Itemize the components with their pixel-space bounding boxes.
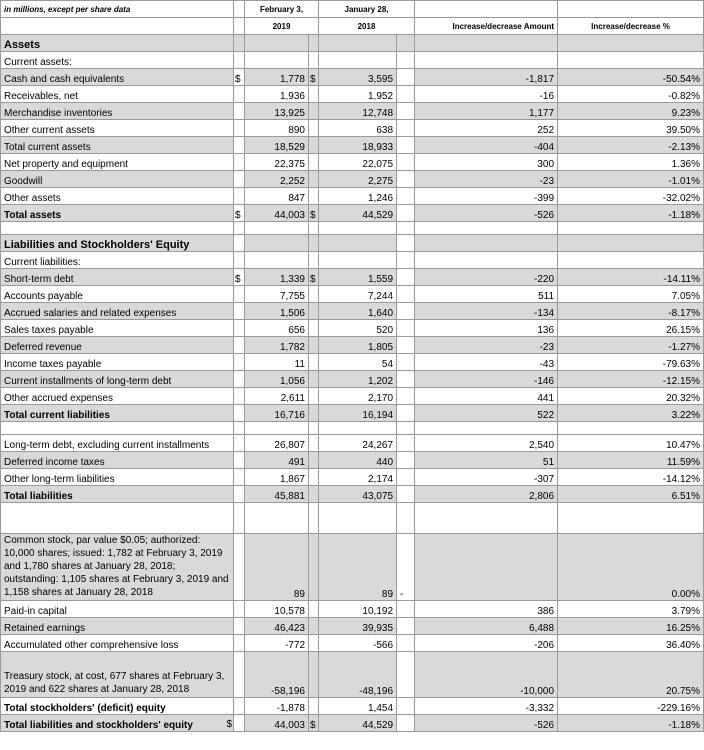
table-cell: -1.18%	[558, 205, 704, 222]
table-cell: -1.01%	[558, 171, 704, 188]
table-cell: 1,936	[245, 86, 309, 103]
table-row	[1, 269, 704, 286]
table-cell: 54	[319, 354, 397, 371]
table-cell: -58,196	[245, 652, 309, 698]
table-cell: 511	[415, 286, 558, 303]
table-cell: 24,267	[319, 435, 397, 452]
table-cell: 7.05%	[558, 286, 704, 303]
table-cell: 9.23%	[558, 103, 704, 120]
table-cell: Cash and cash equivalents	[1, 69, 234, 86]
table-row	[1, 103, 704, 120]
table-row	[1, 435, 704, 452]
table-cell: Retained earnings	[1, 618, 234, 635]
col-header-2018-year: 2018	[319, 18, 415, 35]
col-header-2018-date: January 28,	[319, 1, 415, 18]
table-cell: -526	[415, 715, 558, 732]
table-cell: 26.15%	[558, 320, 704, 337]
table-cell: Treasury stock, at cost, 677 shares at February 3, 2019 and 622 shares at January 28, 2018	[1, 652, 234, 698]
current-assets-title: Current assets:	[1, 52, 234, 69]
table-cell: 6,488	[415, 618, 558, 635]
col-header-2019-date: February 3,	[245, 1, 319, 18]
current-liabilities-title: Current liabilities:	[1, 252, 234, 269]
table-cell: 2,170	[319, 388, 397, 405]
table-cell: 2,252	[245, 171, 309, 188]
table-cell: -0.82%	[558, 86, 704, 103]
table-cell: Deferred income taxes	[1, 452, 234, 469]
table-row	[1, 154, 704, 171]
table-cell: 16,716	[245, 405, 309, 422]
table-cell: 44,003	[245, 205, 309, 222]
table-cell: Current installments of long-term debt	[1, 371, 234, 388]
table-cell: 45,881	[245, 486, 309, 503]
table-cell: 1,805	[319, 337, 397, 354]
table-cell: Long-term debt, excluding current installments	[1, 435, 234, 452]
table-row-total-liabilities	[1, 486, 704, 503]
table-cell: 638	[319, 120, 397, 137]
table-row	[1, 354, 704, 371]
table-cell: 1.36%	[558, 154, 704, 171]
table-cell: 252	[415, 120, 558, 137]
table-cell: 18,529	[245, 137, 309, 154]
table-cell: 46,423	[245, 618, 309, 635]
table-cell: Other accrued expenses	[1, 388, 234, 405]
table-cell: 1,640	[319, 303, 397, 320]
table-cell: 39.50%	[558, 120, 704, 137]
table-cell: 1,454	[319, 698, 397, 715]
table-row-common-stock	[1, 534, 704, 601]
table-cell: 3,595	[319, 69, 397, 86]
table-cell: Sales taxes payable	[1, 320, 234, 337]
table-cell: $	[309, 715, 319, 732]
table-cell: 3.22%	[558, 405, 704, 422]
table-cell: -404	[415, 137, 558, 154]
table-cell: -229.16%	[558, 698, 704, 715]
table-cell: 51	[415, 452, 558, 469]
table-cell: 0.00%	[558, 534, 704, 601]
table-cell: 89	[245, 534, 309, 601]
assets-title-row	[1, 35, 704, 52]
table-cell: 39,935	[319, 618, 397, 635]
table-row	[1, 303, 704, 320]
table-cell: Accumulated other comprehensive loss	[1, 635, 234, 652]
table-cell: -206	[415, 635, 558, 652]
table-row	[1, 371, 704, 388]
table-cell: 43,075	[319, 486, 397, 503]
table-cell: Income taxes payable	[1, 354, 234, 371]
table-cell: 1,202	[319, 371, 397, 388]
table-row	[1, 188, 704, 205]
table-cell: 22,375	[245, 154, 309, 171]
table-cell: $	[309, 69, 319, 86]
table-row-total-assets	[1, 205, 704, 222]
table-cell: 1,339	[245, 269, 309, 286]
table-cell: 1,559	[319, 269, 397, 286]
table-cell: 847	[245, 188, 309, 205]
table-cell: -14.11%	[558, 269, 704, 286]
table-cell: 440	[319, 452, 397, 469]
table-cell: 300	[415, 154, 558, 171]
table-row	[1, 120, 704, 137]
table-cell: 1,867	[245, 469, 309, 486]
table-cell: -1.27%	[558, 337, 704, 354]
table-row	[1, 137, 704, 154]
table-cell: -12.15%	[558, 371, 704, 388]
table-cell: Deferred revenue	[1, 337, 234, 354]
col-header-change-percent: Increase/decrease %	[558, 18, 704, 35]
col-header-2019-year: 2019	[245, 18, 319, 35]
table-cell: 441	[415, 388, 558, 405]
table-cell: Paid-in capital	[1, 601, 234, 618]
table-cell: 1,952	[319, 86, 397, 103]
table-cell: 44,003	[245, 715, 309, 732]
table-cell: 10.47%	[558, 435, 704, 452]
table-cell: -43	[415, 354, 558, 371]
table-cell: 491	[245, 452, 309, 469]
table-row-total-equity	[1, 698, 704, 715]
table-cell: 44,529	[319, 205, 397, 222]
liabilities-title: Liabilities and Stockholders' Equity	[1, 235, 234, 252]
table-cell: -23	[415, 171, 558, 188]
table-cell: 1,056	[245, 371, 309, 388]
table-cell: Merchandise inventories	[1, 103, 234, 120]
current-assets-title-row	[1, 52, 704, 69]
header-row	[1, 1, 704, 18]
table-cell: $	[309, 269, 319, 286]
table-cell: Other assets	[1, 188, 234, 205]
table-cell: 11	[245, 354, 309, 371]
table-row-total-liabilities-equity: Total liabilities and stockholders' equity $ 44,003 $ 44,529 -526 -1.18%	[1, 715, 704, 732]
table-cell: 2,806	[415, 486, 558, 503]
table-cell: 520	[319, 320, 397, 337]
table-cell: $	[309, 205, 319, 222]
table-cell: Total current liabilities	[1, 405, 234, 422]
spacer-row	[1, 422, 704, 435]
table-cell: 3.79%	[558, 601, 704, 618]
col-header-change-amount: Increase/decrease Amount	[415, 18, 558, 35]
current-liabilities-title-row	[1, 252, 704, 269]
table-cell: Total stockholders' (deficit) equity	[1, 698, 234, 715]
table-cell: 1,782	[245, 337, 309, 354]
table-cell: -220	[415, 269, 558, 286]
table-cell: -79.63%	[558, 354, 704, 371]
table-cell: Accounts payable	[1, 286, 234, 303]
table-cell: -772	[245, 635, 309, 652]
table-cell: 1,246	[319, 188, 397, 205]
table-cell: 13,925	[245, 103, 309, 120]
table-cell: Short-term debt	[1, 269, 234, 286]
table-row-treasury-stock	[1, 652, 704, 698]
table-cell: 10,578	[245, 601, 309, 618]
table-cell: 36.40%	[558, 635, 704, 652]
table-row	[1, 601, 704, 618]
table-cell: 20.32%	[558, 388, 704, 405]
table-row	[1, 469, 704, 486]
table-cell: Other long-term liabilities	[1, 469, 234, 486]
units-note: in millions, except per share data	[1, 1, 234, 18]
table-cell: 1,177	[415, 103, 558, 120]
table-cell: -2.13%	[558, 137, 704, 154]
table-cell: Total liabilities	[1, 486, 234, 503]
table-cell: -1.18%	[558, 715, 704, 732]
table-cell: 136	[415, 320, 558, 337]
table-cell: 656	[245, 320, 309, 337]
table-cell: -48,196	[319, 652, 397, 698]
table-cell: 890	[245, 120, 309, 137]
table-cell: -8.17%	[558, 303, 704, 320]
table-cell: Receivables, net	[1, 86, 234, 103]
table-cell: $	[234, 269, 245, 286]
table-cell: 18,933	[319, 137, 397, 154]
table-cell: -134	[415, 303, 558, 320]
header-row-2	[1, 18, 704, 35]
table-cell: 44,529	[319, 715, 397, 732]
table-cell: -14.12%	[558, 469, 704, 486]
table-cell: -399	[415, 188, 558, 205]
table-cell: 522	[415, 405, 558, 422]
table-row	[1, 337, 704, 354]
table-cell: -10,000	[415, 652, 558, 698]
table-row	[1, 320, 704, 337]
table-row	[1, 69, 704, 86]
table-row	[1, 171, 704, 188]
table-cell: 1,778	[245, 69, 309, 86]
table-cell: 16.25%	[558, 618, 704, 635]
table-cell: 10,192	[319, 601, 397, 618]
table-cell: 1,506	[245, 303, 309, 320]
table-cell: 2,611	[245, 388, 309, 405]
table-cell: -526	[415, 205, 558, 222]
table-cell: 386	[415, 601, 558, 618]
table-row-total-current-liabilities	[1, 405, 704, 422]
table-cell: 22,075	[319, 154, 397, 171]
table-cell: 2,174	[319, 469, 397, 486]
table-row	[1, 286, 704, 303]
table-row	[1, 388, 704, 405]
table-cell: -1,817	[415, 69, 558, 86]
table-cell: $	[234, 205, 245, 222]
table-cell: -32.02%	[558, 188, 704, 205]
table-cell: 2,540	[415, 435, 558, 452]
table-cell: -50.54%	[558, 69, 704, 86]
table-cell: -16	[415, 86, 558, 103]
table-cell: -23	[415, 337, 558, 354]
table-cell: Total assets	[1, 205, 234, 222]
table-cell: 16,194	[319, 405, 397, 422]
table-cell: 6.51%	[558, 486, 704, 503]
table-cell: 11.59%	[558, 452, 704, 469]
table-cell: 89	[319, 534, 397, 601]
table-cell: -	[397, 534, 415, 601]
table-cell: Goodwill	[1, 171, 234, 188]
spacer-row	[1, 222, 704, 235]
liabilities-title-row	[1, 235, 704, 252]
table-cell: -146	[415, 371, 558, 388]
table-cell: Other current assets	[1, 120, 234, 137]
table-cell: -1,878	[245, 698, 309, 715]
table-cell: 26,807	[245, 435, 309, 452]
table-row	[1, 618, 704, 635]
table-cell: 12,748	[319, 103, 397, 120]
table-cell: Common stock, par value $0.05; authorized: 10,000 shares; issued: 1,782 at February 3, 2019 and 1,780 shares at January 28, 2018; outstanding: 1,105 shares at February 3, 2019 and 1,158 shares at January 28, 2018	[1, 534, 234, 601]
table-cell: 2,275	[319, 171, 397, 188]
table-row	[1, 86, 704, 103]
table-row	[1, 452, 704, 469]
table-cell: -3,332	[415, 698, 558, 715]
table-cell: -566	[319, 635, 397, 652]
table-cell: $	[234, 69, 245, 86]
table-cell: Total current assets	[1, 137, 234, 154]
assets-title: Assets	[1, 35, 234, 52]
table-row	[1, 635, 704, 652]
table-cell: 7,755	[245, 286, 309, 303]
spacer-row	[1, 503, 704, 534]
table-cell: -307	[415, 469, 558, 486]
table-cell: Net property and equipment	[1, 154, 234, 171]
table-cell: 7,244	[319, 286, 397, 303]
table-cell: 20.75%	[558, 652, 704, 698]
table-cell: Accrued salaries and related expenses	[1, 303, 234, 320]
